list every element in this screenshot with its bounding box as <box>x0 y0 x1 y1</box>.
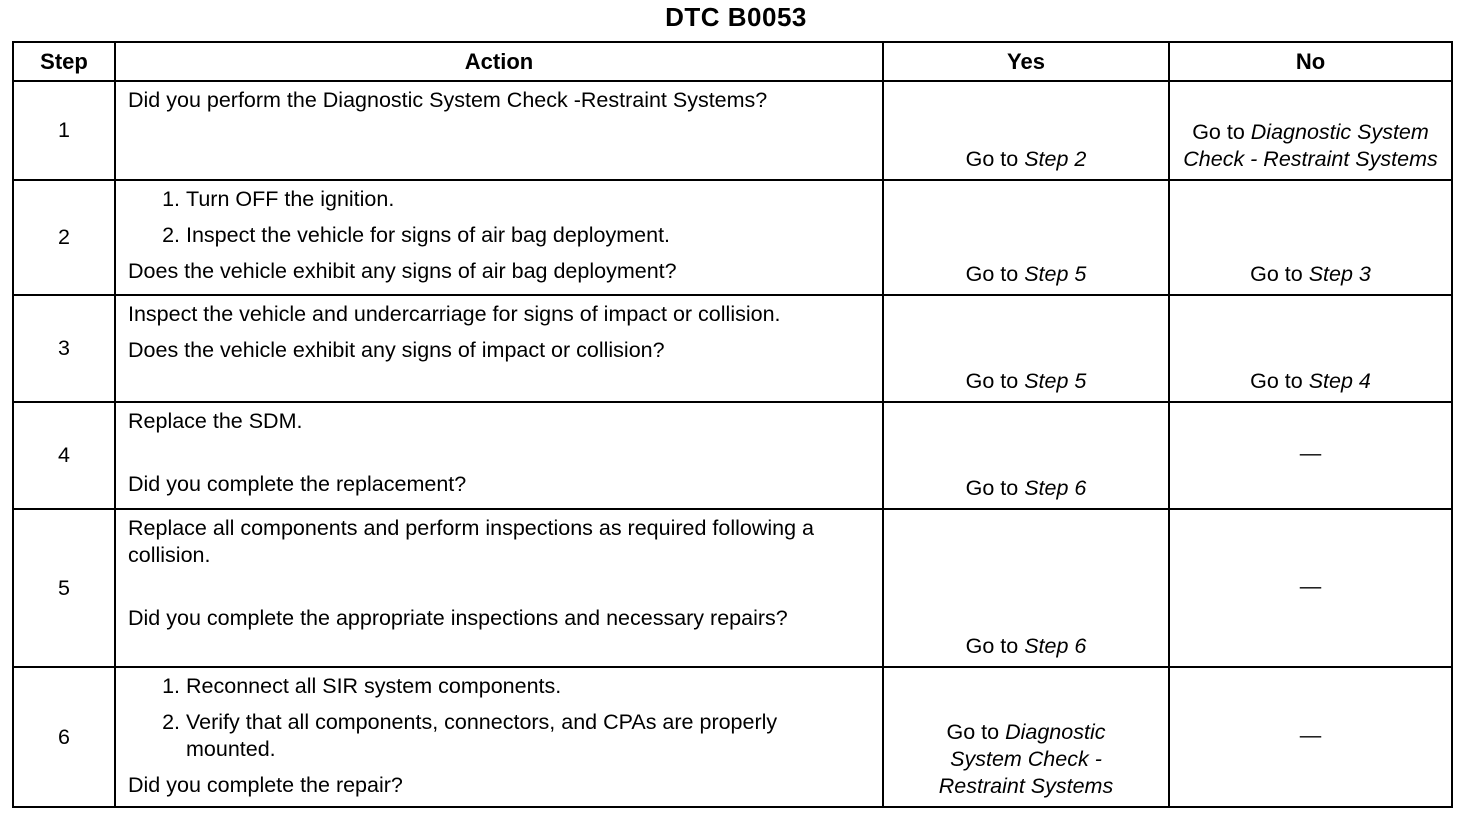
action-cell <box>115 81 883 180</box>
step-number: 4 <box>13 402 115 509</box>
goto-label: Go to <box>965 634 1019 658</box>
no-dash: — <box>1299 573 1322 598</box>
yes-cell <box>883 667 1169 807</box>
table-header-row <box>13 42 1452 81</box>
yes-target: Step 6 <box>1024 634 1087 658</box>
action-cell <box>115 180 883 295</box>
no-cell <box>1169 509 1452 667</box>
diagnostic-table <box>12 41 1453 808</box>
no-dash: — <box>1299 441 1322 465</box>
action-step-item: 2. Inspect the vehicle for signs of air bag deployment. <box>186 222 874 249</box>
table-row <box>13 81 1452 180</box>
action-instruction: Inspect the vehicle and undercarriage for signs of impact or collision. <box>128 302 781 326</box>
action-instruction: Replace all components and perform inspections as required following a collision. <box>128 516 814 567</box>
action-question: Did you complete the appropriate inspections and necessary repairs? <box>128 606 788 630</box>
table-row <box>13 667 1452 807</box>
no-target: Diagnostic System Check - Restraint Systems <box>1183 120 1438 171</box>
action-steps-list <box>128 673 806 763</box>
yes-cell <box>883 402 1169 509</box>
action-cell <box>115 667 883 807</box>
action-question: Does the vehicle exhibit any signs of impact or collision? <box>128 338 665 362</box>
goto-label: Go to <box>1250 262 1303 286</box>
yes-target: Step 5 <box>1024 369 1087 393</box>
no-target: Step 3 <box>1308 262 1371 286</box>
yes-cell <box>883 295 1169 402</box>
goto-label: Go to <box>1192 120 1245 144</box>
goto-label: Go to <box>965 369 1019 393</box>
step-number: 3 <box>13 295 115 402</box>
header-yes: Yes <box>883 42 1169 81</box>
goto-label: Go to <box>965 147 1019 171</box>
no-target: Step 4 <box>1308 369 1371 393</box>
page-title: DTC B0053 <box>665 2 807 32</box>
yes-target: Diagnostic System Check - Restraint Systems <box>938 720 1114 798</box>
yes-cell <box>883 180 1169 295</box>
no-dash: — <box>1299 722 1322 747</box>
no-cell <box>1169 81 1452 180</box>
goto-label: Go to <box>1250 369 1303 393</box>
action-cell <box>115 295 883 402</box>
action-steps-list <box>128 186 874 249</box>
header-action: Action <box>115 42 883 81</box>
table-row <box>13 509 1452 667</box>
table-row <box>13 180 1452 295</box>
yes-target: Step 2 <box>1024 147 1087 171</box>
action-step-item: 1. Reconnect all SIR system components. <box>186 673 806 700</box>
goto-label: Go to <box>965 262 1019 286</box>
yes-target: Step 5 <box>1024 262 1087 286</box>
action-step-item: 2. Verify that all components, connectors, and CPAs are properly mounted. <box>186 709 806 763</box>
step-number: 1 <box>13 81 115 180</box>
no-cell <box>1169 180 1452 295</box>
step-number: 5 <box>13 509 115 667</box>
action-step-item: 1. Turn OFF the ignition. <box>186 186 874 213</box>
yes-cell <box>883 81 1169 180</box>
yes-target: Step 6 <box>1024 476 1087 500</box>
action-question: Did you complete the repair? <box>128 773 403 797</box>
no-cell <box>1169 667 1452 807</box>
action-cell <box>115 402 883 509</box>
action-instruction: Replace the SDM. <box>128 409 303 433</box>
header-step: Step <box>13 42 115 81</box>
action-question: Does the vehicle exhibit any signs of air bag deployment? <box>128 259 677 283</box>
goto-label: Go to <box>946 720 1000 744</box>
action-question: Did you perform the Diagnostic System Check -Restraint Systems? <box>128 88 768 112</box>
header-no: No <box>1169 42 1452 81</box>
step-number: 6 <box>13 667 115 807</box>
table-row <box>13 295 1452 402</box>
no-cell <box>1169 295 1452 402</box>
action-question: Did you complete the replacement? <box>128 472 467 496</box>
step-number: 2 <box>13 180 115 295</box>
no-cell <box>1169 402 1452 509</box>
table-row <box>13 402 1452 509</box>
yes-cell <box>883 509 1169 667</box>
action-cell <box>115 509 883 667</box>
goto-label: Go to <box>965 476 1019 500</box>
